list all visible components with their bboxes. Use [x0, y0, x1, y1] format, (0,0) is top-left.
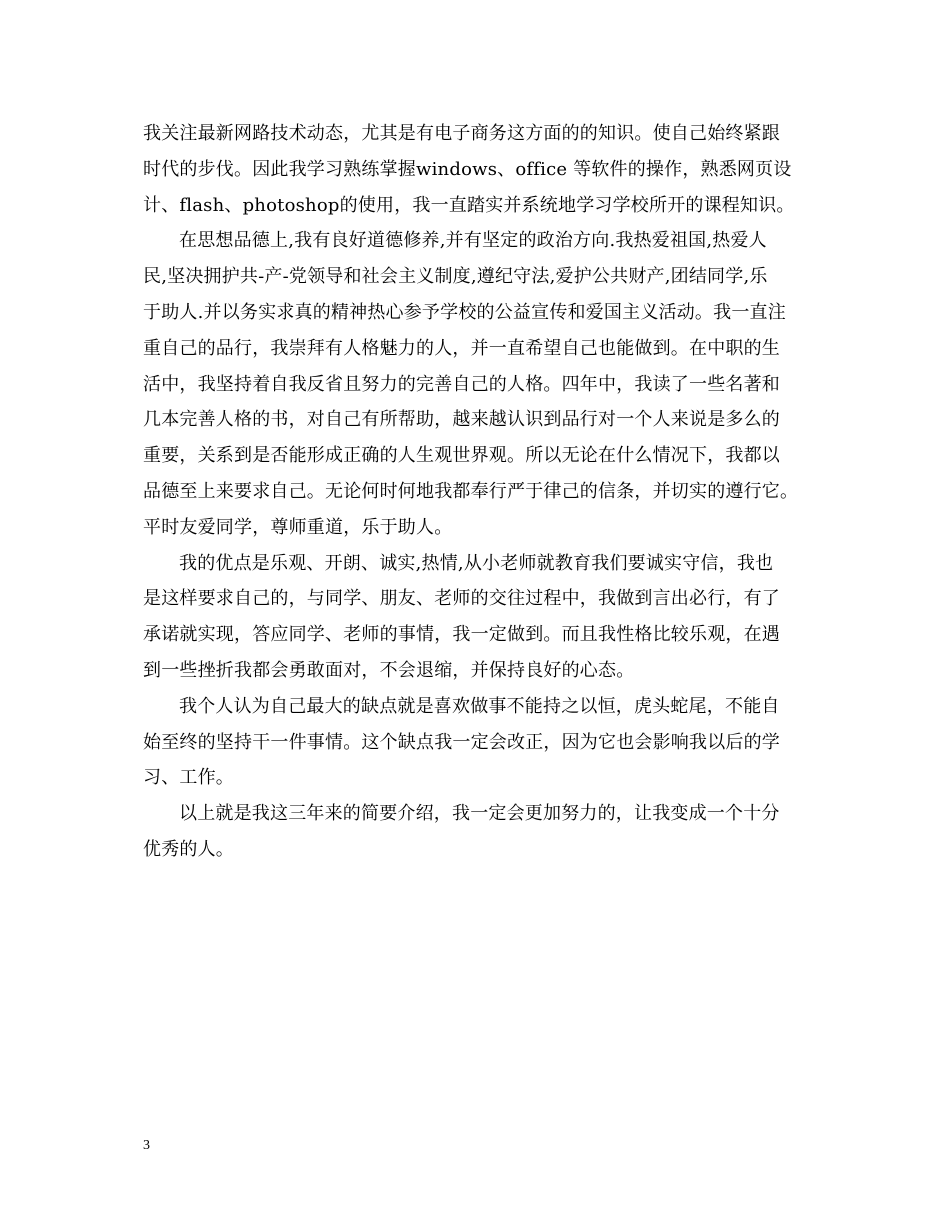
text-line: 在思想品德上,我有良好道德修养,并有坚定的政治方向.我热爱祖国,热爱人	[179, 230, 767, 252]
text-line: 重自己的品行，我崇拜有人格魅力的人，并一直希望自己也能做到。在中职的生	[143, 337, 780, 359]
text-line: 习、工作。	[143, 767, 234, 789]
text-line: 优秀的人。	[143, 838, 234, 860]
text-line: 于助人.并以务实求真的精神热心参予学校的公益宣传和爱国主义活动。我一直注	[143, 301, 786, 323]
page-number: 3	[143, 1138, 150, 1153]
paragraph-moral-character	[143, 223, 815, 545]
text-line: 我关注最新网路技术动态，尤其是有电子商务这方面的的知识。使自己始终紧跟	[143, 123, 780, 144]
text-line: 平时友爱同学，尊师重道，乐于助人。	[143, 516, 453, 538]
document-body	[143, 116, 815, 868]
text-line: 计、flash、photoshop的使用，我一直踏实并系统地学习学校所开的课程知识。	[143, 194, 795, 216]
paragraph-weaknesses	[143, 689, 815, 796]
text-line: 始至终的坚持干一件事情。这个缺点我一定会改正，因为它也会影响我以后的学	[143, 731, 780, 753]
paragraph-skills	[143, 116, 815, 223]
text-line: 活中，我坚持着自我反省且努力的完善自己的人格。四年中，我读了一些名著和	[143, 373, 780, 395]
text-line: 重要，关系到是否能形成正确的人生观世界观。所以无论在什么情况下，我都以	[143, 445, 780, 467]
text-line: 品德至上来要求自己。无论何时何地我都奉行严于律己的信条，并切实的遵行它。	[143, 480, 799, 502]
text-line: 是这样要求自己的，与同学、朋友、老师的交往过程中，我做到言出必行，有了	[143, 588, 780, 610]
text-line: 到一些挫折我都会勇敢面对，不会退缩，并保持良好的心态。	[143, 659, 635, 681]
paragraph-strengths	[143, 546, 815, 689]
text-line: 以上就是我这三年来的简要介绍，我一定会更加努力的，让我变成一个十分	[179, 803, 780, 825]
text-line: 时代的步伐。因此我学习熟练掌握windows、office 等软件的操作，熟悉网页设	[143, 158, 792, 180]
text-line: 我的优点是乐观、开朗、诚实,热情,从小老师就教育我们要诚实守信，我也	[179, 552, 774, 574]
text-line: 我个人认为自己最大的缺点就是喜欢做事不能持之以恒，虎头蛇尾，不能自	[179, 695, 780, 717]
text-line: 民,坚决拥护共-产-党领导和社会主义制度,遵纪守法,爱护公共财产,团结同学,乐	[143, 266, 768, 288]
paragraph-conclusion	[143, 796, 815, 868]
text-line: 几本完善人格的书，对自己有所帮助，越来越认识到品行对一个人来说是多么的	[143, 409, 780, 431]
text-line: 承诺就实现，答应同学、老师的事情，我一定做到。而且我性格比较乐观，在遇	[143, 624, 780, 646]
